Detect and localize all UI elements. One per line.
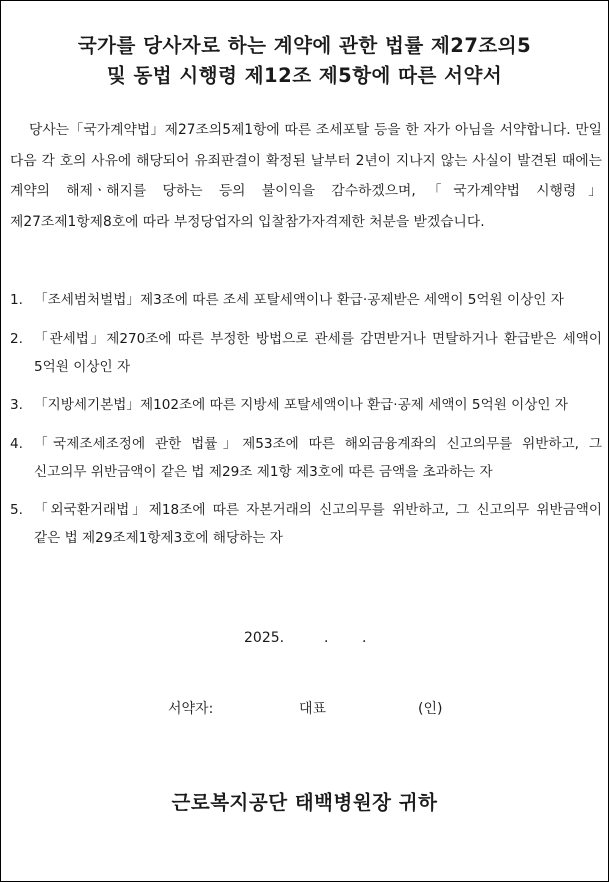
condition-list [10,286,602,563]
representative-label: 대표 [299,701,327,717]
date-month-dot: . [324,630,329,646]
item-number: 2. [10,330,23,347]
list-item [10,325,602,381]
title-line-1: 국가를 당사자로 하는 계약에 관한 법률 제27조의5 [77,34,532,57]
item-text: 「관세법」제270조에 따른 부정한 방법으로 관세를 감면받거나 면탈하거나 환급받은 세액이 5억원 이상인 자 [34,330,602,375]
item-text: 「조세범처벌법」제3조에 따른 조세 포탈세액이나 환급·공제받은 세액이 5억원 이상인 자 [34,292,564,308]
recipient: 근로복지공단 태백병원장 귀하 [171,791,438,814]
item-number: 4. [10,435,23,452]
list-item [10,286,602,314]
item-number: 5. [10,502,23,518]
item-number: 1. [10,292,23,308]
date-day-dot: . [362,630,367,646]
intro-paragraph: 당사는「국가계약법」제27조의5제1항에 따른 조세포탈 등을 한 자가 아님을 서약합니다. 만일 다음 각 호의 사유에 해당되어 유죄판결이 확정된 날부터 2년이 지나지 않는 사실이 발견된 때에는 계약의 해제ㆍ해지를 당하는 등의 불이익을 감수하겠으며,「국가계약법 시행령」제27조제1항제8호에 따라 부정당업자의 입찰참가자격제한 처분을 받겠습니다. [10,122,602,230]
list-item [10,430,602,486]
item-text: 「지방세기본법」제102조에 따른 지방세 포탈세액이나 환급·공제 세액이 5억원 이상인 자 [34,397,569,413]
pledger-label: 서약자: [168,701,214,717]
seal-mark: (인) [418,701,443,717]
list-item [10,496,602,552]
date-year: 2025. [244,630,285,646]
item-text: 「외국환거래법」제18조에 따른 자본거래의 신고의무를 위반하고, 그 신고의무 위반금액이 같은 법 제29조제1항제3호에 해당하는 자 [34,502,602,546]
item-number: 3. [10,397,23,413]
list-item [10,391,602,419]
document-title [1,31,608,91]
title-line-2: 및 동법 시행령 제12조 제5항에 따른 서약서 [106,64,503,87]
item-text: 「국제조세조정에 관한 법률」제53조에 따른 해외금융계좌의 신고의무를 위반하고, 그 신고의무 위반금액이 같은 법 제29조 제1항 제3호에 따른 금액을 초과하는 자 [34,435,602,480]
